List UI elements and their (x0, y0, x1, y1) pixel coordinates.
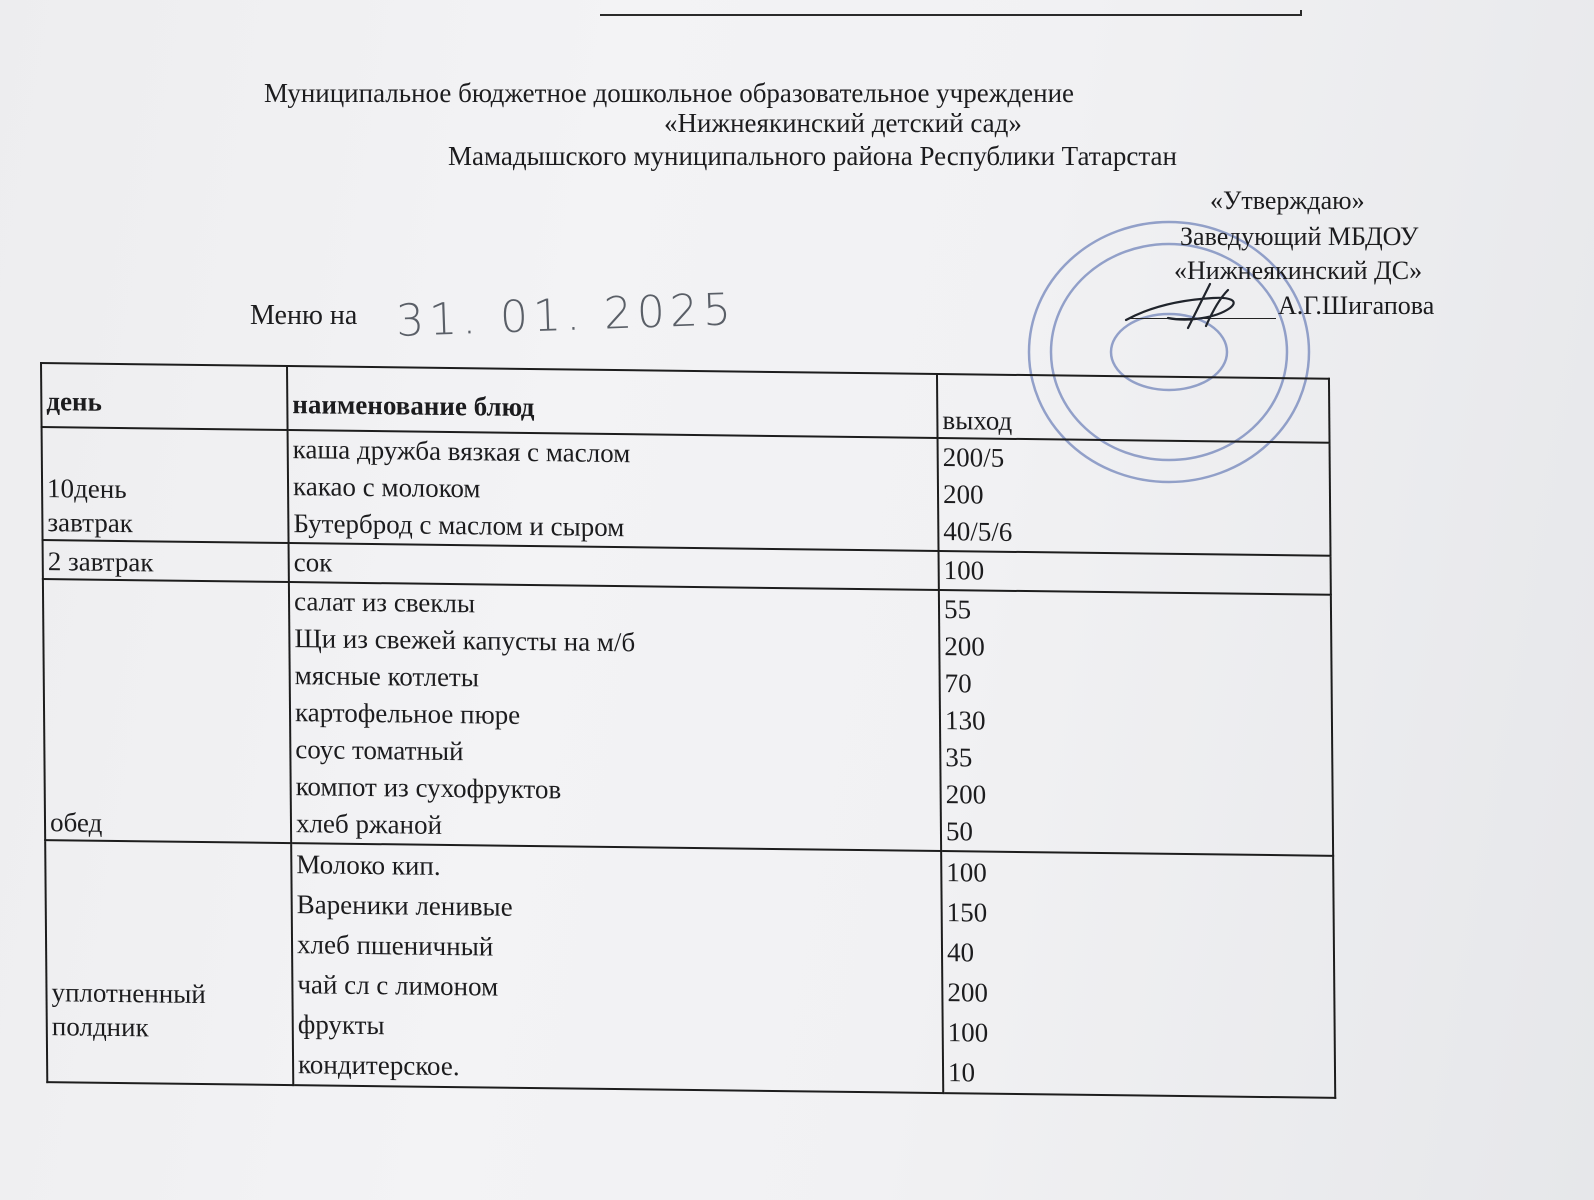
meal-label: полдник (51, 1011, 149, 1043)
output-value: 40/5/6 (943, 516, 1013, 547)
output-value: 130 (944, 705, 986, 736)
dish-item: компот из сухофруктов (295, 771, 562, 805)
output-value: 100 (943, 555, 985, 586)
meal-label: обед (49, 807, 103, 838)
dishes-cell (291, 843, 943, 1093)
menu-table (40, 362, 1337, 1138)
outputs-cell (941, 851, 1335, 1098)
output-value: 55 (943, 594, 972, 625)
dish-item: мясные котлеты (294, 660, 480, 693)
output-value: 200 (942, 479, 984, 510)
output-value: 100 (947, 1017, 989, 1048)
dish-item: Бутерброд с маслом и сыром (293, 508, 625, 543)
dish-item: каша дружба вязкая с маслом (292, 434, 631, 469)
output-value: 35 (945, 742, 973, 773)
dish-item: хлеб пшеничный (296, 929, 494, 962)
institution-name-line3: Мамадышского муниципального района Республики Татарстан (448, 141, 1177, 171)
output-value: 70 (944, 668, 972, 699)
dish-item: Вареники ленивые (296, 889, 513, 922)
meal-label: 10день (46, 473, 127, 505)
approval-signer: А.Г.Шигапова (1278, 291, 1435, 320)
outputs-cell (939, 551, 1331, 595)
dish-item: какао с молоком (292, 471, 481, 504)
table-row (45, 840, 1335, 1098)
handwritten-signature (1118, 278, 1248, 338)
meal-label: уплотненный (51, 977, 206, 1010)
column-header-dish: наименование блюд (287, 366, 938, 438)
dish-item: Щи из свежей капусты на м/б (294, 623, 636, 658)
output-value: 40 (946, 937, 975, 968)
menu-date-label: Меню на (250, 300, 358, 331)
output-value: 200 (947, 977, 988, 1008)
output-value: 50 (945, 816, 974, 847)
column-header-output: выход (937, 374, 1330, 443)
meal-cell (42, 427, 289, 543)
output-value: 100 (946, 857, 987, 888)
table-row (43, 579, 1333, 856)
outputs-cell (938, 438, 1331, 556)
output-value: 150 (946, 897, 988, 928)
dish-item: кондитерское. (297, 1049, 460, 1082)
meal-cell (43, 579, 291, 843)
output-value: 10 (947, 1057, 976, 1088)
approval-organization: «Нижнеякинский ДС» (1174, 256, 1423, 285)
outputs-cell (939, 590, 1333, 856)
output-value: 200/5 (942, 442, 1005, 473)
dishes-cell (289, 582, 941, 851)
dish-item: салат из свеклы (293, 586, 476, 619)
dish-item: хлеб ржаной (295, 808, 443, 840)
dish-item: фрукты (297, 1009, 385, 1041)
meal-cell (45, 840, 293, 1085)
approval-title: «Утверждаю» (1210, 186, 1365, 215)
institution-name-line2: «Нижнеякинский детский сад» (664, 108, 1022, 138)
meal-label: 2 завтрак (47, 546, 154, 578)
dishes-cell (288, 430, 939, 551)
institution-name-line1: Муниципальное бюджетное дошкольное образовательное учреждение (264, 78, 1074, 108)
output-value: 200 (945, 779, 987, 810)
meal-label: завтрак (47, 507, 133, 539)
dish-item: Молоко кип. (296, 849, 441, 881)
dish-item: соус томатный (295, 734, 464, 767)
table-row (42, 427, 1331, 556)
dish-item: сок (293, 547, 333, 578)
approval-position: Заведующий МБДОУ (1180, 222, 1419, 251)
top-border-fragment (600, 10, 1302, 16)
meal-cell (43, 540, 289, 582)
menu-date-handwritten: 31. 01. 2025 (395, 284, 737, 347)
output-value: 200 (944, 631, 985, 662)
dish-item: чай сл с лимоном (297, 969, 499, 1002)
column-header-day: день (41, 363, 288, 430)
dish-item: картофельное пюре (294, 697, 521, 730)
